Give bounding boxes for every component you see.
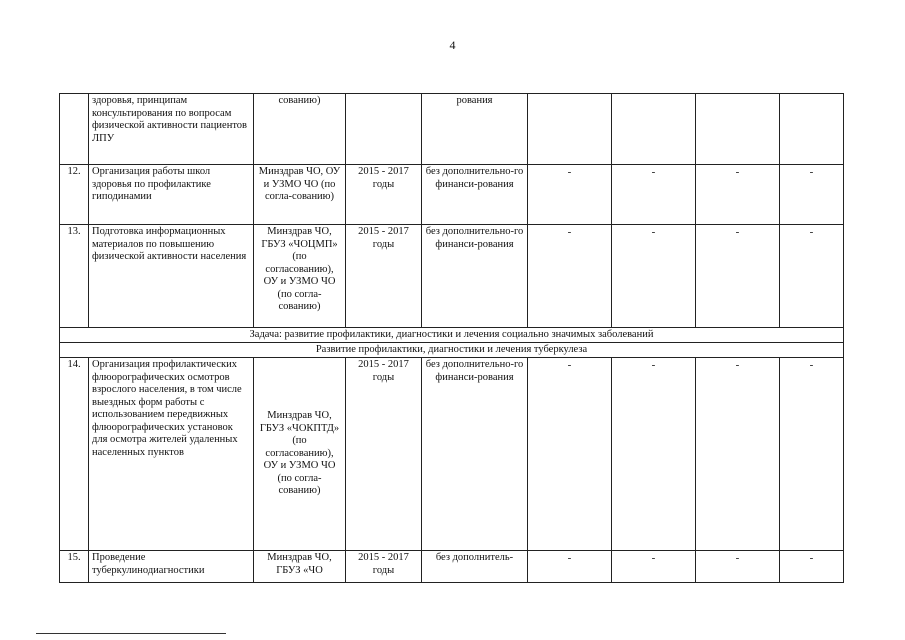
measure-text: Проведение туберкулинодиагностики xyxy=(89,551,254,583)
value-cell: - xyxy=(780,225,844,328)
financing-cell: без дополнитель- xyxy=(422,551,528,583)
value-cell: - xyxy=(612,358,696,551)
row-number: 15. xyxy=(60,551,89,583)
financing-cell: без дополнительно-го финанси-рования xyxy=(422,358,528,551)
subsection-row xyxy=(60,343,844,358)
page-number: 4 xyxy=(449,38,456,52)
value-cell: - xyxy=(528,165,612,225)
value-cell: - xyxy=(696,358,780,551)
value-cell: - xyxy=(612,551,696,583)
financing-cell: рования xyxy=(422,94,528,165)
task-heading: Задача: развитие профилактики, диагностики и лечения социально значимых заболеваний xyxy=(60,328,844,343)
executor-cell: Минздрав ЧО, ГБУЗ «ЧОЦМП» (по согласованию), ОУ и УЗМО ЧО (по согла-сованию) xyxy=(254,225,346,328)
value-cell xyxy=(528,94,612,165)
value-cell: - xyxy=(696,551,780,583)
period-cell: 2015 - 2017 годы xyxy=(346,165,422,225)
period-cell xyxy=(346,94,422,165)
table-row xyxy=(60,551,844,583)
value-cell: - xyxy=(612,165,696,225)
table-row xyxy=(60,358,844,551)
table-row xyxy=(60,165,844,225)
value-cell: - xyxy=(612,225,696,328)
row-number xyxy=(60,94,89,165)
value-cell xyxy=(612,94,696,165)
measure-text: Подготовка информационных материалов по повышению физической активности населения xyxy=(89,225,254,328)
value-cell: - xyxy=(780,551,844,583)
table-row xyxy=(60,225,844,328)
footnote-divider xyxy=(36,633,226,634)
period-cell: 2015 - 2017 годы xyxy=(346,358,422,551)
value-cell: - xyxy=(528,358,612,551)
executor-cell: Минздрав ЧО, ГБУЗ «ЧОКПТД» (по согласованию), ОУ и УЗМО ЧО (по согла-сованию) xyxy=(254,358,346,551)
program-table xyxy=(59,93,844,583)
executor-cell: Минздрав ЧО, ГБУЗ «ЧО xyxy=(254,551,346,583)
measure-text: Организация работы школ здоровья по профилактике гиподинамии xyxy=(89,165,254,225)
value-cell: - xyxy=(696,165,780,225)
period-cell: 2015 - 2017 годы xyxy=(346,551,422,583)
value-cell: - xyxy=(780,165,844,225)
financing-cell: без дополнительно-го финанси-рования xyxy=(422,225,528,328)
executor-cell: сованию) xyxy=(254,94,346,165)
measure-text: Организация профилактических флюорографических осмотров взрослого населения, в том числе выездных форм работы с использованием передвижных флюорографических установок для осмотра жителей удаленных населенных пунктов xyxy=(89,358,254,551)
row-number: 14. xyxy=(60,358,89,551)
executor-cell: Минздрав ЧО, ОУ и УЗМО ЧО (по согла-сованию) xyxy=(254,165,346,225)
table-row xyxy=(60,94,844,165)
value-cell: - xyxy=(528,225,612,328)
task-row xyxy=(60,328,844,343)
period-cell: 2015 - 2017 годы xyxy=(346,225,422,328)
row-number: 12. xyxy=(60,165,89,225)
value-cell: - xyxy=(528,551,612,583)
financing-cell: без дополнительно-го финанси-рования xyxy=(422,165,528,225)
row-number: 13. xyxy=(60,225,89,328)
value-cell: - xyxy=(696,225,780,328)
subsection-heading: Развитие профилактики, диагностики и лечения туберкулеза xyxy=(60,343,844,358)
measure-text: здоровья, принципам консультирования по вопросам физической активности пациентов ЛПУ xyxy=(89,94,254,165)
value-cell xyxy=(696,94,780,165)
value-cell: - xyxy=(780,358,844,551)
value-cell xyxy=(780,94,844,165)
